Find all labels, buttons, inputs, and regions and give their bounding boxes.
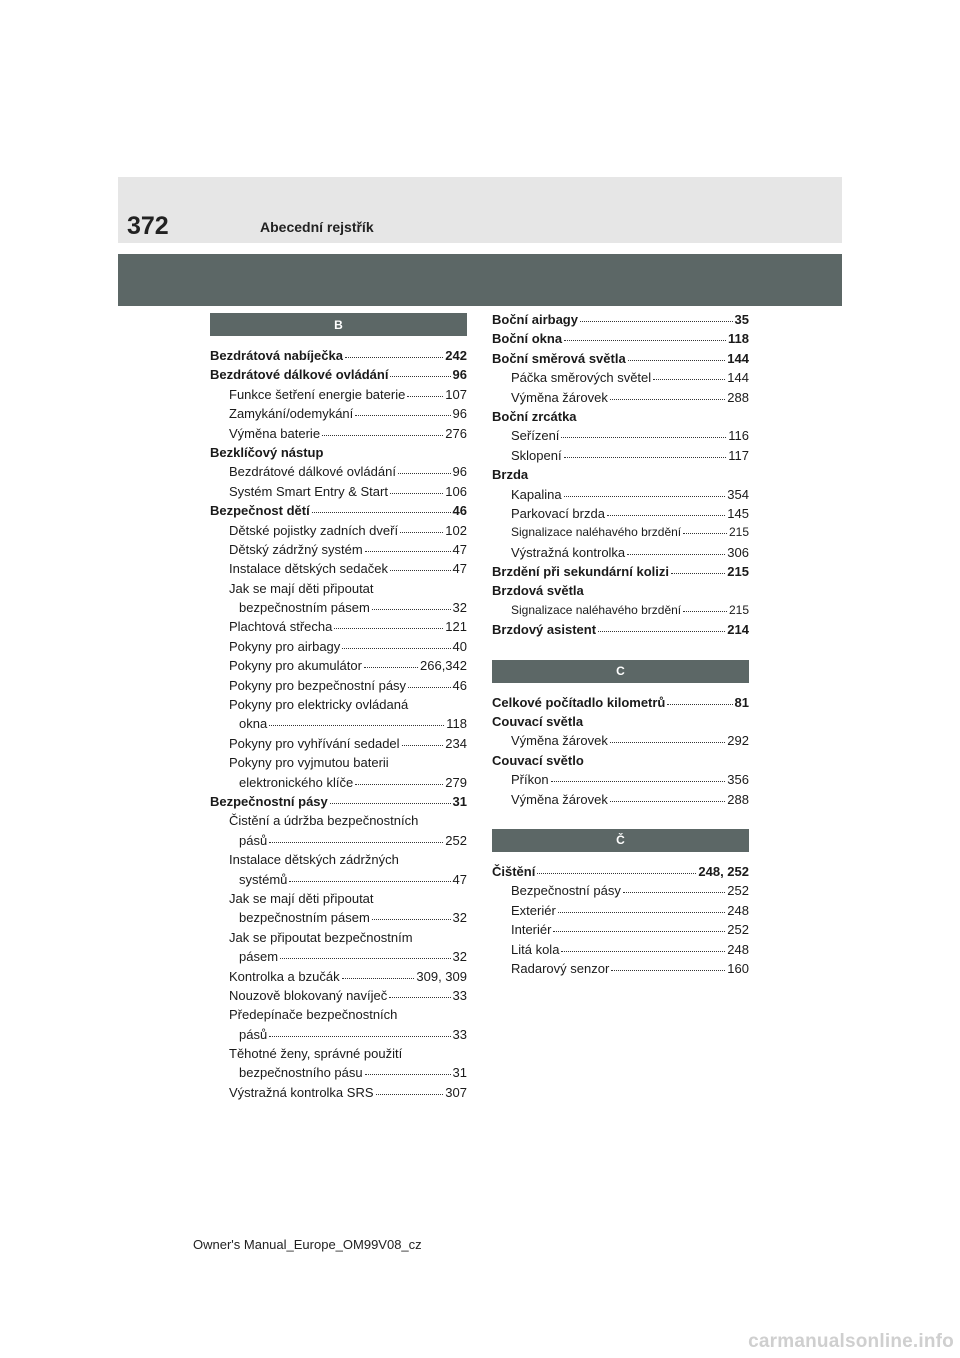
dot-leader (342, 966, 415, 979)
dot-leader (376, 1082, 444, 1095)
index-subentry (210, 656, 467, 675)
entry-page-number: 32 (452, 949, 467, 965)
footer-text: Owner's Manual_Europe_OM99V08_cz (193, 1237, 422, 1252)
dot-leader (667, 692, 732, 705)
entry-page-number: 242 (445, 348, 467, 363)
index-subentry (210, 559, 467, 578)
dot-leader (280, 946, 451, 959)
entry-page-number: 248, 252 (698, 863, 749, 879)
entry-page-number: 107 (445, 386, 467, 402)
entry-page-number: 96 (452, 464, 467, 480)
entry-label: Funkce šetření energie baterie (229, 386, 406, 402)
index-subentry (210, 695, 467, 714)
entry-label: Zamykání/odemykání (229, 406, 354, 422)
entry-page-number: 33 (452, 1026, 467, 1042)
entry-label: Jak se mají děti připoutat (229, 580, 374, 596)
entry-label: Brzdová světla (492, 583, 584, 599)
index-subentry (492, 388, 749, 407)
entry-label: Radarový senzor (511, 960, 610, 976)
index-subentry (210, 831, 467, 850)
entry-label: okna (239, 716, 268, 732)
dot-leader (372, 907, 451, 920)
entry-label: bezpečnostního pásu (239, 1065, 363, 1081)
entry-page-number: 144 (727, 370, 749, 386)
entry-label: systémů (239, 871, 288, 887)
index-subentry (210, 1044, 467, 1063)
index-entry (492, 712, 749, 731)
dot-leader (623, 880, 725, 893)
index-subentry (492, 368, 749, 387)
dot-leader (389, 985, 450, 998)
dot-leader (408, 675, 450, 688)
index-subentry (210, 1025, 467, 1044)
dot-leader (334, 616, 443, 629)
index-subentry (210, 773, 467, 792)
entry-label: pásem (239, 949, 279, 965)
entry-label: Litá kola (511, 941, 560, 957)
index-subentry (210, 617, 467, 636)
entry-page-number: 96 (452, 367, 467, 383)
index-subentry (210, 1063, 467, 1082)
entry-label: Plachtová střecha (229, 619, 333, 635)
entry-page-number: 81 (734, 694, 749, 710)
entry-label: pásů (239, 832, 268, 848)
index-subentry (210, 753, 467, 772)
entry-label: Jak se mají děti připoutat (229, 890, 374, 906)
index-subentry (492, 543, 749, 562)
entry-label: Boční směrová světla (492, 350, 626, 366)
dot-leader (372, 597, 451, 610)
dot-leader (580, 309, 733, 322)
entry-page-number: 248 (727, 902, 749, 918)
dot-leader (365, 1062, 451, 1075)
entry-page-number: 47 (452, 561, 467, 577)
index-subentry (210, 521, 467, 540)
dot-leader (564, 445, 727, 458)
dot-leader (269, 1024, 450, 1037)
entry-page-number: 47 (452, 871, 467, 887)
entry-page-number: 234 (445, 735, 467, 751)
index-entry (492, 751, 749, 770)
entry-label: Pokyny pro vyjmutou baterii (229, 755, 389, 771)
entry-page-number: 144 (727, 350, 749, 366)
index-entry (210, 501, 467, 520)
index-entry (492, 349, 749, 368)
dot-leader (345, 345, 443, 358)
dot-leader (289, 869, 450, 882)
index-subentry (492, 901, 749, 920)
index-subentry (210, 424, 467, 443)
index-entry (210, 792, 467, 811)
dot-leader (564, 484, 726, 497)
entry-page-number: 214 (727, 622, 749, 638)
index-entry (492, 329, 749, 348)
entry-label: Výměna žárovek (511, 733, 608, 749)
entry-label: Instalace dětských zádržných (229, 852, 399, 868)
entry-label: Páčka směrových světel (511, 370, 652, 386)
entry-label: Signalizace naléhavého brzdění (511, 525, 682, 540)
index-subentry (210, 908, 467, 927)
index-entry (210, 346, 467, 365)
index-entry (492, 562, 749, 581)
index-subentry (210, 462, 467, 481)
dot-leader (269, 830, 443, 843)
entry-page-number: 46 (452, 503, 467, 519)
entry-page-number: 292 (727, 733, 749, 749)
entry-label: Čistění a údržba bezpečnostních (229, 813, 419, 829)
entry-page-number: 102 (445, 522, 467, 538)
dot-leader (355, 403, 450, 416)
entry-label: Systém Smart Entry & Start (229, 483, 388, 499)
index-subentry (492, 790, 749, 809)
entry-page-number: 96 (452, 406, 467, 422)
dot-leader (330, 791, 451, 804)
entry-label: Bezpečnost dětí (210, 503, 310, 519)
entry-label: Nouzově blokovaný navíječ (229, 987, 388, 1003)
entry-label: Sklopení (511, 447, 562, 463)
entry-page-number: 32 (452, 600, 467, 616)
index-subentry (492, 731, 749, 750)
dot-leader (342, 636, 450, 649)
dot-leader (390, 481, 443, 494)
entry-page-number: 35 (734, 312, 749, 327)
index-subentry (210, 850, 467, 869)
dot-leader (610, 730, 725, 743)
section-title: Abecední rejstřík (260, 219, 374, 235)
index-subentry (210, 986, 467, 1005)
index-column-right (492, 310, 749, 978)
index-subentry (210, 482, 467, 501)
index-subentry (210, 579, 467, 598)
dot-leader (607, 503, 725, 516)
page-number: 372 (127, 212, 169, 240)
index-subentry (210, 385, 467, 404)
entry-label: elektronického klíče (239, 774, 354, 790)
dot-leader (312, 500, 451, 513)
index-subentry (492, 601, 749, 620)
index-subentry (492, 523, 749, 542)
entry-page-number: 145 (727, 505, 749, 521)
index-entry (492, 310, 749, 329)
entry-page-number: 118 (446, 716, 467, 732)
dot-leader (364, 655, 418, 668)
dot-leader (551, 769, 726, 782)
dot-leader (683, 599, 727, 612)
entry-label: pásů (239, 1026, 268, 1042)
index-subentry (492, 920, 749, 939)
entry-page-number: 276 (445, 425, 467, 441)
entry-label: Předepínače bezpečnostních (229, 1007, 398, 1023)
dot-leader (564, 328, 726, 341)
entry-label: Bezdrátové dálkové ovládání (210, 367, 389, 383)
entry-page-number: 31 (452, 1065, 467, 1081)
dot-leader (407, 384, 443, 397)
entry-label: Výstražná kontrolka SRS (229, 1084, 374, 1100)
entry-label: Příkon (511, 772, 549, 788)
entry-label: Kontrolka a bzučák (229, 968, 340, 984)
dot-leader (355, 772, 443, 785)
index-entry (210, 365, 467, 384)
entry-page-number: 215 (727, 564, 749, 580)
index-subentry (210, 1083, 467, 1102)
entry-page-number: 116 (728, 428, 749, 444)
entry-label: Pokyny pro elektricky ovládaná (229, 697, 409, 713)
entry-page-number: 40 (452, 638, 467, 654)
dot-leader (398, 461, 451, 474)
index-entry (492, 620, 749, 639)
dot-leader (683, 521, 727, 534)
dot-leader (653, 367, 725, 380)
index-subentry (210, 598, 467, 617)
entry-page-number: 307 (445, 1084, 467, 1100)
dot-leader (390, 364, 450, 377)
entry-page-number: 160 (727, 960, 749, 976)
entry-label: Výměna baterie (229, 425, 321, 441)
index-entry (492, 407, 749, 426)
index-column-left (210, 313, 467, 1102)
index-subentry (210, 734, 467, 753)
entry-label: Čištění (492, 863, 536, 879)
entry-label: Signalizace naléhavého brzdění (511, 602, 682, 617)
index-entry (492, 465, 749, 484)
entry-label: Brzdění při sekundární kolizi (492, 564, 669, 580)
index-subentry (210, 1005, 467, 1024)
entry-label: Brzdový asistent (492, 622, 597, 638)
entry-label: Boční airbagy (492, 312, 578, 327)
entry-page-number: 306 (727, 544, 749, 560)
entry-label: Výměna žárovek (511, 791, 608, 807)
index-subentry (492, 446, 749, 465)
entry-label: Interiér (511, 922, 552, 938)
watermark: carmanualsonline.info (748, 1331, 954, 1352)
entry-label: Pokyny pro vyhřívání sedadel (229, 735, 400, 751)
index-subentry (492, 881, 749, 900)
dot-leader (611, 958, 725, 971)
entry-page-number: 248 (727, 941, 749, 957)
header-band (118, 177, 842, 243)
entry-label: Pokyny pro airbagy (229, 638, 341, 654)
entry-label: Bezdrátové dálkové ovládání (229, 464, 396, 480)
entry-label: Jak se připoutat bezpečnostním (229, 929, 413, 945)
dot-leader (553, 919, 725, 932)
entry-label: Bezpečnostní pásy (210, 793, 328, 809)
index-entry (492, 693, 749, 712)
index-subentry (210, 928, 467, 947)
index-subentry (492, 959, 749, 978)
entry-label: Brzda (492, 467, 529, 483)
entry-page-number: 117 (728, 447, 749, 463)
entry-page-number: 266,342 (420, 658, 467, 674)
letter-section-header: B (210, 313, 467, 336)
entry-label: Bezpečnostní pásy (511, 883, 621, 899)
entry-page-number: 354 (727, 486, 749, 502)
entry-label: Instalace dětských sedaček (229, 561, 388, 577)
index-subentry (210, 870, 467, 889)
entry-page-number: 252 (727, 922, 749, 938)
dot-leader (628, 348, 726, 361)
entry-label: bezpečnostním pásem (239, 600, 370, 616)
entry-label: Couvací světla (492, 714, 584, 730)
dot-leader (598, 619, 725, 632)
entry-label: Parkovací brzda (511, 505, 605, 521)
entry-page-number: 252 (445, 832, 467, 848)
dot-leader (561, 425, 726, 438)
header-dark-band (118, 254, 842, 306)
entry-label: Pokyny pro bezpečnostní pásy (229, 677, 407, 693)
dot-leader (402, 733, 444, 746)
entry-page-number: 309, 309 (416, 968, 467, 984)
dot-leader (537, 861, 696, 874)
index-subentry (210, 404, 467, 423)
index-entry (210, 443, 467, 462)
index-subentry (210, 637, 467, 656)
dot-leader (671, 561, 725, 574)
index-subentry (210, 811, 467, 830)
entry-label: bezpečnostním pásem (239, 910, 370, 926)
dot-leader (365, 539, 451, 552)
entry-page-number: 288 (727, 389, 749, 405)
entry-page-number: 46 (452, 677, 467, 693)
index-subentry (492, 485, 749, 504)
dot-leader (610, 387, 725, 400)
dot-leader (610, 789, 725, 802)
entry-label: Dětské pojistky zadních dveří (229, 522, 399, 538)
index-entry (492, 862, 749, 881)
entry-page-number: 356 (727, 772, 749, 788)
entry-label: Exteriér (511, 902, 556, 918)
entry-page-number: 31 (452, 793, 467, 809)
entry-page-number: 32 (452, 910, 467, 926)
entry-page-number: 106 (445, 483, 467, 499)
index-subentry (492, 940, 749, 959)
entry-page-number: 215 (728, 525, 749, 540)
dot-leader (322, 423, 443, 436)
letter-section-header: C (492, 660, 749, 683)
entry-label: Bezdrátová nabíječka (210, 348, 343, 363)
entry-label: Celkové počítadlo kilometrů (492, 694, 666, 710)
entry-page-number: 118 (728, 331, 749, 347)
entry-label: Dětský zádržný systém (229, 541, 363, 557)
entry-label: Výstražná kontrolka (511, 544, 626, 560)
dot-leader (627, 542, 725, 555)
dot-leader (558, 900, 726, 913)
index-subentry (210, 889, 467, 908)
index-subentry (492, 770, 749, 789)
entry-label: Výměna žárovek (511, 389, 608, 405)
index-subentry (210, 967, 467, 986)
entry-label: Seřízení (511, 428, 560, 444)
entry-label: Kapalina (511, 486, 562, 502)
entry-label: Bezklíčový nástup (210, 444, 324, 460)
dot-leader (269, 713, 444, 726)
index-subentry (210, 714, 467, 733)
entry-label: Couvací světlo (492, 752, 584, 768)
dot-leader (561, 939, 725, 952)
entry-page-number: 279 (445, 774, 467, 790)
entry-page-number: 215 (728, 602, 749, 617)
entry-page-number: 288 (727, 791, 749, 807)
entry-label: Pokyny pro akumulátor (229, 658, 362, 674)
entry-page-number: 47 (452, 541, 467, 557)
letter-section-header: Č (492, 829, 749, 852)
entry-page-number: 33 (452, 987, 467, 1003)
entry-page-number: 252 (727, 883, 749, 899)
entry-label: Těhotné ženy, správné použití (229, 1046, 403, 1062)
index-subentry (210, 540, 467, 559)
entry-page-number: 121 (445, 619, 467, 635)
index-subentry (210, 676, 467, 695)
dot-leader (390, 558, 451, 571)
index-subentry (210, 947, 467, 966)
dot-leader (400, 520, 443, 533)
entry-label: Boční okna (492, 331, 563, 347)
entry-label: Boční zrcátka (492, 408, 577, 424)
index-subentry (492, 426, 749, 445)
